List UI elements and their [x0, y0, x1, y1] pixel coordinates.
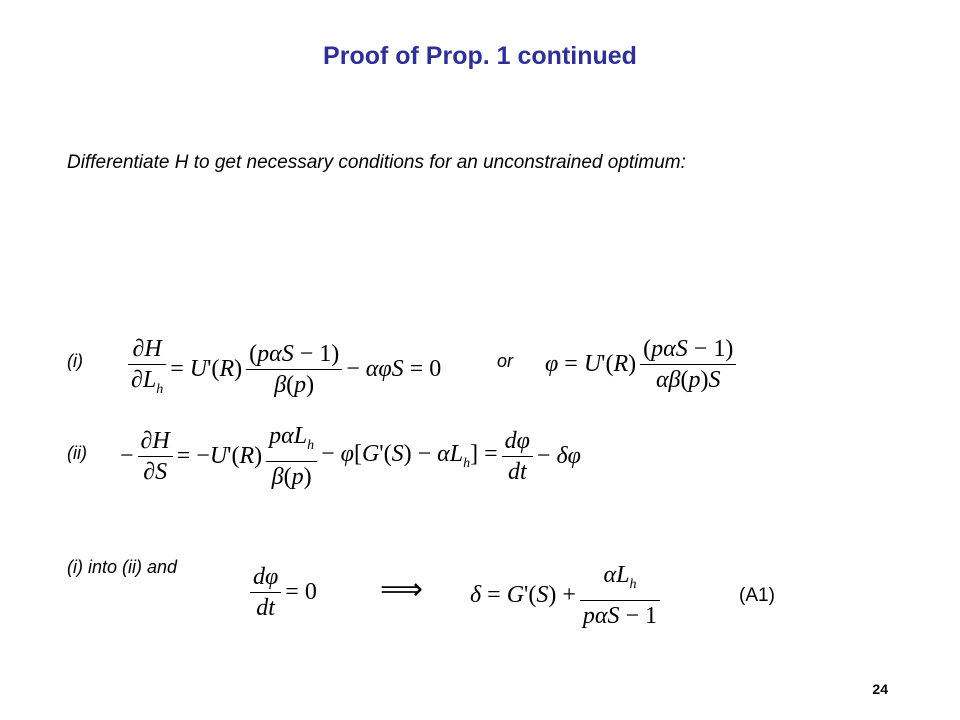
label-ii: (ii)	[67, 443, 87, 463]
label-combine: (i) into (ii) and	[67, 557, 178, 577]
implies-arrow-icon: ⟹	[380, 573, 424, 606]
equation-a1: δ = G'(S) + $\frac{\alpha L_h}{\text{pαS − 1}}$	[466, 560, 660, 631]
equation-tag-a1: (A1)	[739, 585, 775, 606]
label-i: (i)	[67, 351, 83, 371]
equation-i: $\frac{\partial H}{\partial L_h}$ = U'(R) $\frac{\text{(pαS − 1)}}{\beta(p)}$ − αφS = 0	[128, 334, 445, 405]
slide-title: Proof of Prop. 1 continued	[323, 42, 637, 70]
connector-or: or	[497, 351, 514, 371]
equation-ii: − $\frac{\partial H}{\partial S}$ = −U'(R) $\frac{p\alpha L_h}{\beta(p)}$ − $\varphi[G'(S) - \alpha L_h]$ = $\frac{d\varphi}{dt}$ − δφ	[120, 423, 581, 490]
intro-text: Differentiate H to get necessary conditions for an unconstrained optimum:	[67, 152, 686, 173]
equation-dphidt-zero: $\frac{d\varphi}{dt}$ = 0	[250, 562, 321, 623]
page-number: 24	[872, 681, 888, 697]
equation-i-alt: φ = U'(R) $\frac{\text{(pαS − 1)}}{\alpha\beta(p)S}$	[541, 334, 736, 395]
